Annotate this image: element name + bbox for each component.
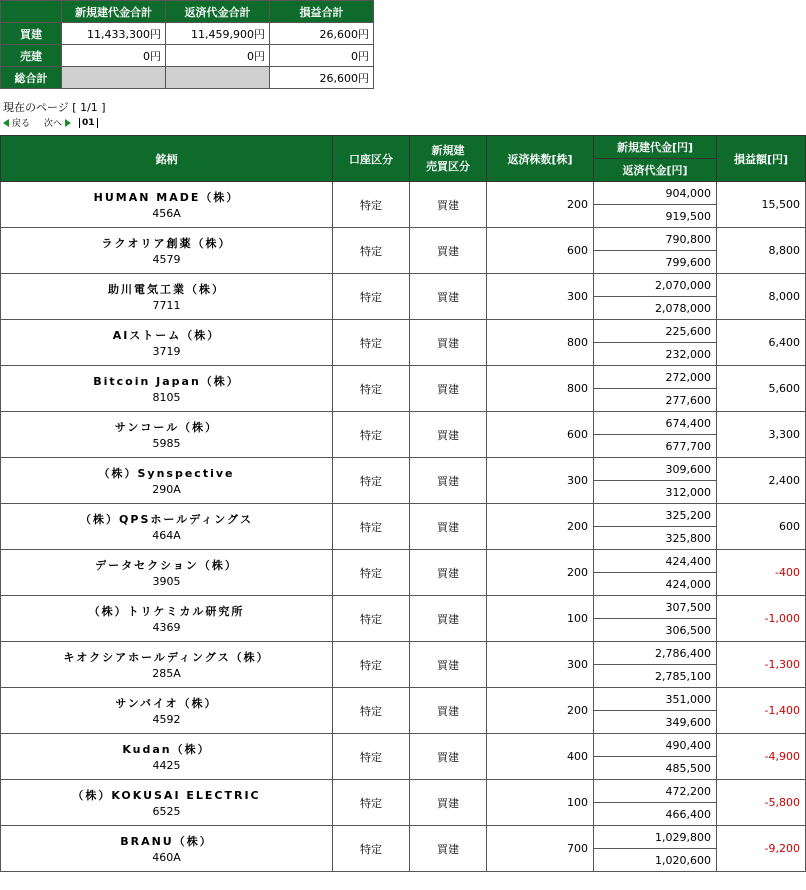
stock-cell bbox=[1, 228, 333, 274]
table-row bbox=[1, 642, 806, 665]
new-amount: 1,029,800 bbox=[594, 826, 717, 849]
trade-type: 買建 bbox=[410, 412, 487, 458]
summary-row-label: 総合計 bbox=[1, 67, 62, 89]
profit-loss: -9,200 bbox=[717, 826, 806, 872]
stock-name: サンコール（株） bbox=[114, 421, 219, 434]
back-label: 戻る bbox=[12, 119, 31, 129]
next-label: 次へ bbox=[44, 119, 63, 129]
stock-code: 4369 bbox=[152, 621, 181, 634]
stock-name: キオクシアホールディングス（株） bbox=[63, 651, 270, 664]
stock-name: ラクオリア創薬（株） bbox=[101, 237, 232, 250]
account-type: 特定 bbox=[333, 642, 410, 688]
header-account: 口座区分 bbox=[333, 136, 410, 182]
summary-buy-return: 11,459,900円 bbox=[166, 23, 270, 45]
table-row bbox=[1, 366, 806, 389]
stock-code: 4579 bbox=[152, 253, 181, 266]
trade-type: 買建 bbox=[410, 228, 487, 274]
profit-loss: 2,400 bbox=[717, 458, 806, 504]
summary-total-return bbox=[166, 67, 270, 89]
trade-type: 買建 bbox=[410, 320, 487, 366]
summary-buy-pl: 26,600円 bbox=[270, 23, 374, 45]
return-amount: 424,000 bbox=[594, 573, 717, 596]
quantity: 400 bbox=[487, 734, 594, 780]
stock-name: サンバイオ（株） bbox=[115, 697, 218, 710]
stock-name: データセクション（株） bbox=[95, 559, 238, 572]
stock-cell bbox=[1, 504, 333, 550]
positions-table bbox=[0, 135, 806, 872]
quantity: 100 bbox=[487, 596, 594, 642]
trade-type: 買建 bbox=[410, 550, 487, 596]
page-info: 現在のページ [ 1/1 ] bbox=[3, 101, 106, 114]
quantity: 200 bbox=[487, 688, 594, 734]
new-amount: 2,070,000 bbox=[594, 274, 717, 297]
return-amount: 799,600 bbox=[594, 251, 717, 274]
stock-name: （株）Synspective bbox=[98, 467, 235, 480]
header-name: 銘柄 bbox=[1, 136, 333, 182]
account-type: 特定 bbox=[333, 688, 410, 734]
stock-code: 5985 bbox=[152, 437, 181, 450]
account-type: 特定 bbox=[333, 458, 410, 504]
new-amount: 351,000 bbox=[594, 688, 717, 711]
stock-code: 464A bbox=[152, 529, 181, 542]
table-row bbox=[1, 182, 806, 205]
summary-header-pl: 損益合計 bbox=[270, 1, 374, 23]
stock-code: 3905 bbox=[152, 575, 181, 588]
return-amount: 312,000 bbox=[594, 481, 717, 504]
quantity: 300 bbox=[487, 642, 594, 688]
return-amount: 919,500 bbox=[594, 205, 717, 228]
stock-cell bbox=[1, 458, 333, 504]
header-new-amount: 新規建代金[円] bbox=[594, 136, 717, 159]
summary-buy-new: 11,433,300円 bbox=[62, 23, 166, 45]
quantity: 600 bbox=[487, 228, 594, 274]
account-type: 特定 bbox=[333, 320, 410, 366]
new-amount: 309,600 bbox=[594, 458, 717, 481]
header-qty: 返済株数[株] bbox=[487, 136, 594, 182]
account-type: 特定 bbox=[333, 228, 410, 274]
quantity: 200 bbox=[487, 182, 594, 228]
quantity: 200 bbox=[487, 550, 594, 596]
stock-name: （株）QPSホールディングス bbox=[80, 513, 253, 526]
new-amount: 790,800 bbox=[594, 228, 717, 251]
summary-corner bbox=[1, 1, 62, 23]
trade-type: 買建 bbox=[410, 504, 487, 550]
profit-loss: -400 bbox=[717, 550, 806, 596]
stock-code: 6525 bbox=[152, 805, 181, 818]
stock-code: 285A bbox=[152, 667, 181, 680]
next-link[interactable] bbox=[44, 116, 71, 129]
summary-row-label: 買建 bbox=[1, 23, 62, 45]
back-link[interactable] bbox=[3, 116, 30, 129]
stock-cell bbox=[1, 734, 333, 780]
trade-type: 買建 bbox=[410, 596, 487, 642]
summary-total-pl: 26,600円 bbox=[270, 67, 374, 89]
return-amount: 485,500 bbox=[594, 757, 717, 780]
new-amount: 904,000 bbox=[594, 182, 717, 205]
new-amount: 490,400 bbox=[594, 734, 717, 757]
stock-code: 7711 bbox=[152, 299, 181, 312]
stock-cell bbox=[1, 688, 333, 734]
account-type: 特定 bbox=[333, 412, 410, 458]
header-pl: 損益額[円] bbox=[717, 136, 806, 182]
new-amount: 674,400 bbox=[594, 412, 717, 435]
header-trade: 新規建 売買区分 bbox=[410, 136, 487, 182]
return-amount: 277,600 bbox=[594, 389, 717, 412]
account-type: 特定 bbox=[333, 596, 410, 642]
profit-loss: 8,800 bbox=[717, 228, 806, 274]
quantity: 300 bbox=[487, 458, 594, 504]
summary-sell-return: 0円 bbox=[166, 45, 270, 67]
summary-total-new bbox=[62, 67, 166, 89]
profit-loss: -1,400 bbox=[717, 688, 806, 734]
quantity: 700 bbox=[487, 826, 594, 872]
stock-cell bbox=[1, 550, 333, 596]
table-row bbox=[1, 458, 806, 481]
profit-loss: 8,000 bbox=[717, 274, 806, 320]
table-row bbox=[1, 274, 806, 297]
account-type: 特定 bbox=[333, 826, 410, 872]
table-row bbox=[1, 550, 806, 573]
return-amount: 349,600 bbox=[594, 711, 717, 734]
return-amount: 2,785,100 bbox=[594, 665, 717, 688]
stock-cell bbox=[1, 596, 333, 642]
table-row bbox=[1, 780, 806, 803]
trade-type: 買建 bbox=[410, 780, 487, 826]
stock-cell bbox=[1, 826, 333, 872]
stock-cell bbox=[1, 182, 333, 228]
return-amount: 466,400 bbox=[594, 803, 717, 826]
trade-type: 買建 bbox=[410, 274, 487, 320]
return-amount: 677,700 bbox=[594, 435, 717, 458]
trade-type: 買建 bbox=[410, 366, 487, 412]
stock-name: BRANU（株） bbox=[120, 835, 213, 848]
profit-loss: -1,300 bbox=[717, 642, 806, 688]
account-type: 特定 bbox=[333, 780, 410, 826]
summary-header-new: 新規建代金合計 bbox=[62, 1, 166, 23]
quantity: 200 bbox=[487, 504, 594, 550]
profit-loss: -4,900 bbox=[717, 734, 806, 780]
return-amount: 306,500 bbox=[594, 619, 717, 642]
summary-row-label: 売建 bbox=[1, 45, 62, 67]
stock-code: 290A bbox=[152, 483, 181, 496]
stock-cell bbox=[1, 274, 333, 320]
summary-sell-pl: 0円 bbox=[270, 45, 374, 67]
page-link[interactable]: 01 bbox=[79, 118, 98, 128]
quantity: 100 bbox=[487, 780, 594, 826]
new-amount: 472,200 bbox=[594, 780, 717, 803]
new-amount: 424,400 bbox=[594, 550, 717, 573]
pagination bbox=[3, 116, 98, 129]
trade-type: 買建 bbox=[410, 642, 487, 688]
return-amount: 1,020,600 bbox=[594, 849, 717, 872]
stock-name: Bitcoin Japan（株） bbox=[93, 375, 240, 388]
stock-code: 460A bbox=[152, 851, 181, 864]
account-type: 特定 bbox=[333, 504, 410, 550]
stock-cell bbox=[1, 642, 333, 688]
stock-name: HUMAN MADE（株） bbox=[93, 191, 240, 204]
new-amount: 2,786,400 bbox=[594, 642, 717, 665]
table-row bbox=[1, 228, 806, 251]
stock-code: 3719 bbox=[152, 345, 181, 358]
left-arrow-icon bbox=[3, 119, 9, 127]
stock-name: 助川電気工業（株） bbox=[108, 283, 225, 296]
account-type: 特定 bbox=[333, 274, 410, 320]
profit-loss: 600 bbox=[717, 504, 806, 550]
account-type: 特定 bbox=[333, 734, 410, 780]
stock-name: Kudan（株） bbox=[122, 743, 211, 756]
table-row bbox=[1, 320, 806, 343]
return-amount: 232,000 bbox=[594, 343, 717, 366]
stock-name: （株）トリケミカル研究所 bbox=[88, 605, 245, 618]
quantity: 600 bbox=[487, 412, 594, 458]
profit-loss: 5,600 bbox=[717, 366, 806, 412]
account-type: 特定 bbox=[333, 182, 410, 228]
table-row bbox=[1, 596, 806, 619]
profit-loss: 3,300 bbox=[717, 412, 806, 458]
table-row bbox=[1, 734, 806, 757]
summary-sell-new: 0円 bbox=[62, 45, 166, 67]
stock-code: 4592 bbox=[152, 713, 181, 726]
stock-code: 456A bbox=[152, 207, 181, 220]
account-type: 特定 bbox=[333, 550, 410, 596]
trade-type: 買建 bbox=[410, 826, 487, 872]
summary-table bbox=[0, 0, 374, 89]
trade-type: 買建 bbox=[410, 688, 487, 734]
trade-type: 買建 bbox=[410, 182, 487, 228]
new-amount: 272,000 bbox=[594, 366, 717, 389]
table-row bbox=[1, 826, 806, 849]
quantity: 300 bbox=[487, 274, 594, 320]
stock-cell bbox=[1, 366, 333, 412]
new-amount: 325,200 bbox=[594, 504, 717, 527]
table-row bbox=[1, 688, 806, 711]
account-type: 特定 bbox=[333, 366, 410, 412]
profit-loss: -5,800 bbox=[717, 780, 806, 826]
summary-header-return: 返済代金合計 bbox=[166, 1, 270, 23]
return-amount: 325,800 bbox=[594, 527, 717, 550]
quantity: 800 bbox=[487, 320, 594, 366]
profit-loss: 15,500 bbox=[717, 182, 806, 228]
profit-loss: -1,000 bbox=[717, 596, 806, 642]
stock-code: 4425 bbox=[152, 759, 181, 772]
header-return-amount: 返済代金[円] bbox=[594, 159, 717, 182]
stock-cell bbox=[1, 780, 333, 826]
profit-loss: 6,400 bbox=[717, 320, 806, 366]
table-row bbox=[1, 412, 806, 435]
stock-cell bbox=[1, 412, 333, 458]
new-amount: 225,600 bbox=[594, 320, 717, 343]
new-amount: 307,500 bbox=[594, 596, 717, 619]
stock-code: 8105 bbox=[152, 391, 181, 404]
table-row bbox=[1, 504, 806, 527]
return-amount: 2,078,000 bbox=[594, 297, 717, 320]
trade-type: 買建 bbox=[410, 458, 487, 504]
stock-name: （株）KOKUSAI ELECTRIC bbox=[72, 789, 261, 802]
stock-cell bbox=[1, 320, 333, 366]
trade-type: 買建 bbox=[410, 734, 487, 780]
quantity: 800 bbox=[487, 366, 594, 412]
stock-name: AIストーム（株） bbox=[112, 329, 221, 342]
right-arrow-icon bbox=[65, 119, 71, 127]
